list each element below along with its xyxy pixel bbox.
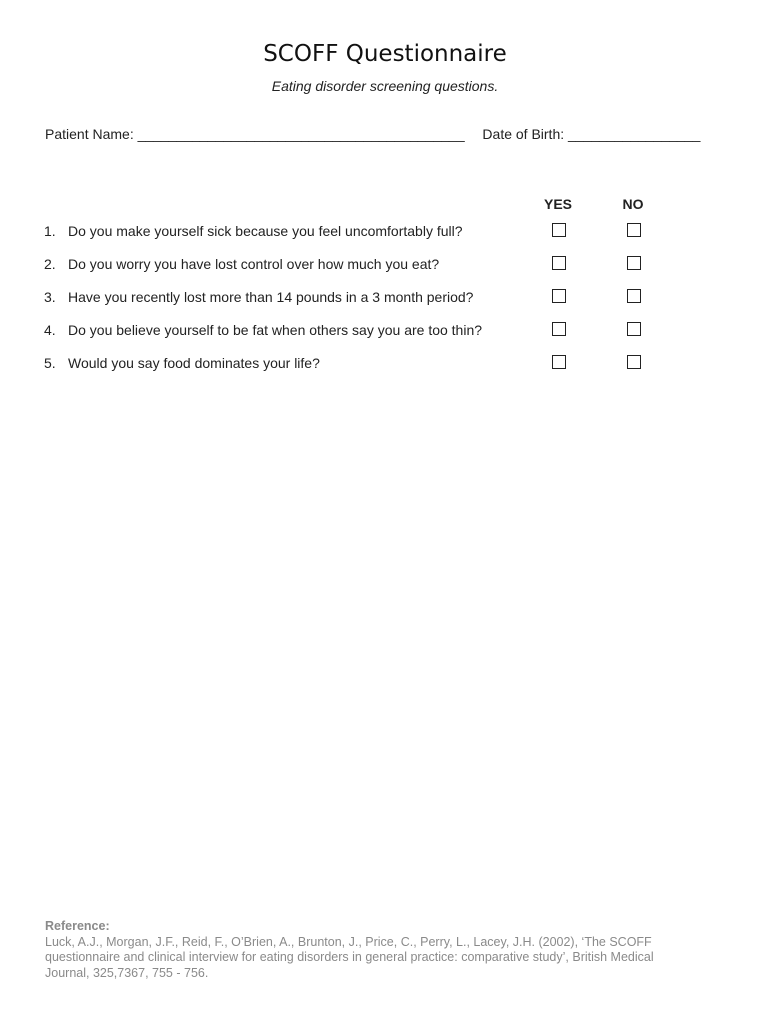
- question-text: Do you make yourself sick because you feel uncomfortably full?: [68, 223, 463, 239]
- yes-column-header: YES: [543, 196, 572, 212]
- question-row-3: [0, 288, 770, 310]
- reference-text: Luck, A.J., Morgan, J.F., Reid, F., O’Brien, A., Brunton, J., Price, C., Perry, L., Lacey, J.H. (2002), ‘The SCOFF questionnaire and clinical interview for eating disorders in general practice: comparative study’, British Medical Journal, 325,7367, 755 - 756.: [45, 934, 654, 980]
- patient-name-field[interactable]: __________________________________________: [137, 126, 465, 142]
- no-column-header: NO: [622, 196, 644, 212]
- question-number: 3.: [44, 289, 56, 305]
- no-checkbox[interactable]: [627, 223, 641, 237]
- reference-label: Reference:: [45, 919, 110, 933]
- no-checkbox[interactable]: [627, 322, 641, 336]
- question-number: 5.: [44, 355, 56, 371]
- patient-name-label: Patient Name:: [45, 126, 134, 142]
- question-number: 4.: [44, 322, 56, 338]
- question-text: Do you believe yourself to be fat when others say you are too thin?: [68, 322, 483, 338]
- no-checkbox[interactable]: [627, 355, 641, 369]
- yes-checkbox[interactable]: [552, 289, 566, 303]
- no-checkbox[interactable]: [627, 256, 641, 270]
- yes-checkbox[interactable]: [552, 256, 566, 270]
- question-number: 1.: [44, 223, 56, 239]
- question-text: Do you worry you have lost control over how much you eat?: [68, 256, 440, 272]
- dob-label: Date of Birth:: [482, 126, 565, 142]
- reference-block: [45, 919, 685, 981]
- no-checkbox[interactable]: [627, 289, 641, 303]
- question-text: Would you say food dominates your life?: [68, 355, 320, 371]
- yes-checkbox[interactable]: [552, 223, 566, 237]
- yes-checkbox[interactable]: [552, 322, 566, 336]
- yes-checkbox[interactable]: [552, 355, 566, 369]
- page-subtitle: Eating disorder screening questions.: [271, 78, 499, 94]
- question-row-1: [0, 222, 770, 244]
- patient-info-row: [45, 125, 700, 143]
- question-text: Have you recently lost more than 14 pounds in a 3 month period?: [68, 289, 474, 305]
- question-number: 2.: [44, 256, 56, 272]
- question-row-2: [0, 255, 770, 277]
- page-title: SCOFF Questionnaire: [263, 41, 507, 67]
- dob-field[interactable]: _________________: [568, 126, 701, 142]
- question-row-5: [0, 354, 770, 376]
- question-row-4: [0, 321, 770, 343]
